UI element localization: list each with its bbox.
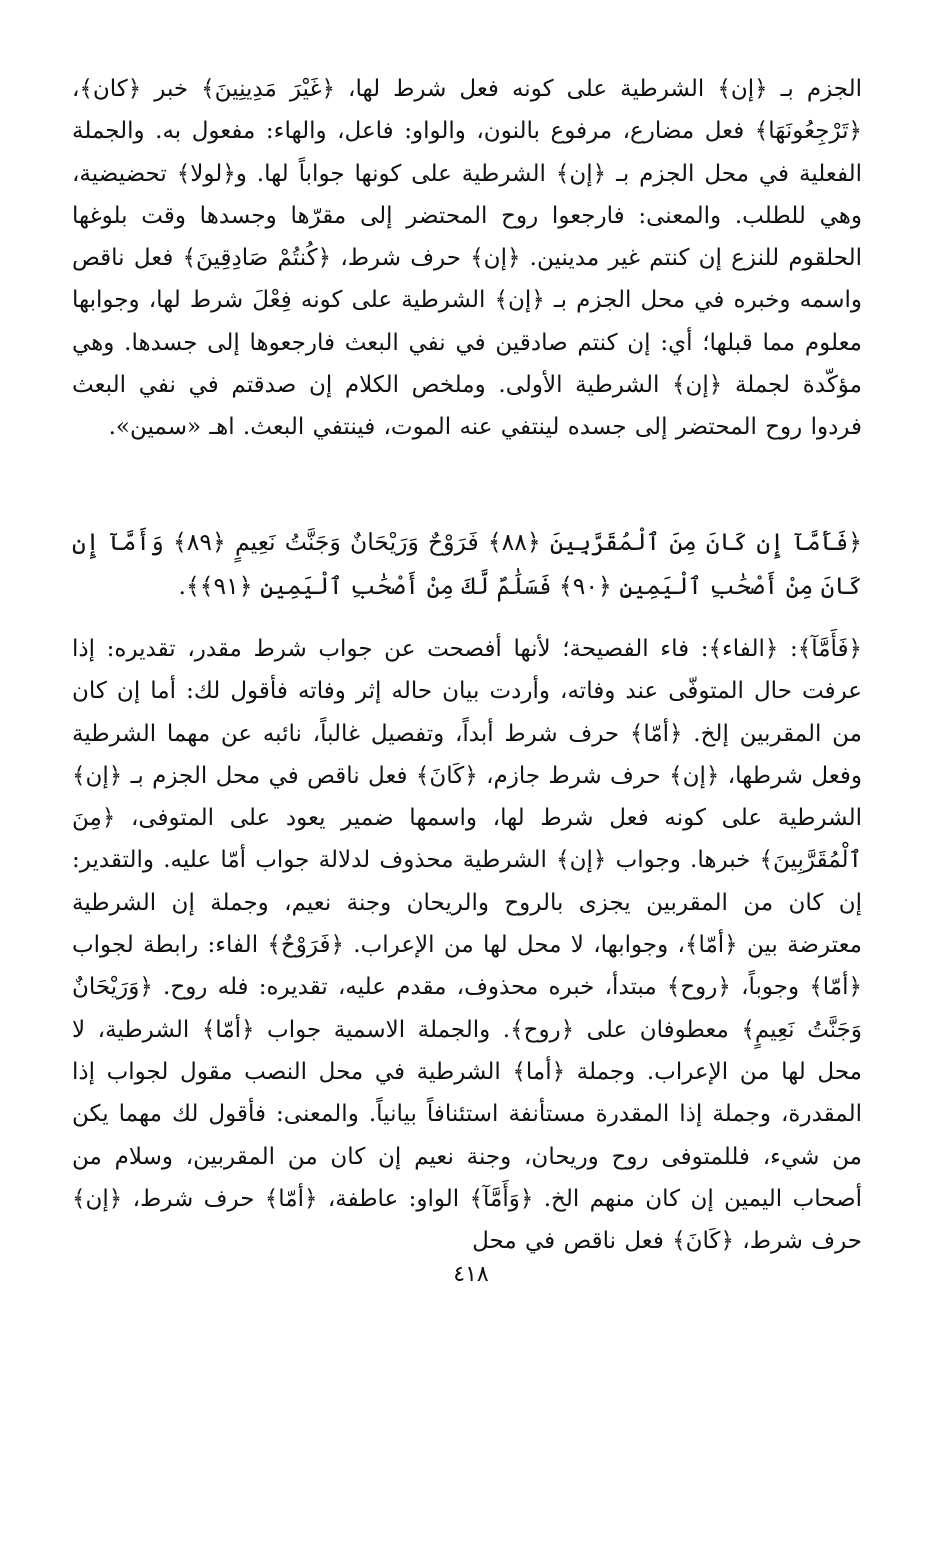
page-number: ٤١٨	[453, 1262, 489, 1287]
quran-verse-block: ﴿فَأَمَّآ إِن كَانَ مِنَ ٱلْمُقَرَّبِينَ ﴿٨٨﴾ فَرَوْحٌ وَرَيْحَانٌ وَجَنَّتُ نَعِيمٍ ﴿٨٩﴾ وَأَمَّآ إِن كَانَ مِنْ أَصْحَٰبِ ٱلْيَمِينِ ﴿٩٠﴾ فَسَلَٰمٌ لَّكَ مِنْ أَصْحَٰبِ ٱلْيَمِينِ ﴿٩١﴾﴾.	[72, 528, 862, 600]
commentary-paragraph-1: الجزم بـ ﴿إن﴾ الشرطية على كونه فعل شرط لها، ﴿غَيْرَ مَدِينِينَ﴾ خبر ﴿كان﴾، ﴿تَرْجِعُونَهَا﴾ فعل مضارع، مرفوع بالنون، والواو: فاعل، والهاء: مفعول به. والجملة الفعلية في محل الجزم بـ ﴿إن﴾ الشرطية على كونها جواباً لها. و﴿لولا﴾ تحضيضية، وهي للطلب. والمعنى: فارجعوا روح المحتضر إلى مقرّها وجسدها وقت بلوغها الحلقوم للنزع إن كنتم غير مدينين. ﴿إن﴾ حرف شرط، ﴿كُنتُمْ صَادِقِينَ﴾ فعل ناقص واسمه وخبره في محل الجزم بـ ﴿إن﴾ الشرطية على كونه فِعْلَ شرط لها، وجوابها معلوم مما قبلها؛ أي: إن كنتم صادقين في نفي البعث فارجعوها إلى جسدها. وهي مؤكّدة لجملة ﴿إن﴾ الشرطية الأولى. وملخص الكلام إن صدقتم في نفي البعث فردوا روح المحتضر إلى جسده لينتفي عنه الموت، فينتفي البعث. اهـ «سمين».	[72, 76, 862, 441]
page-body	[72, 68, 862, 1552]
commentary-paragraph-2: ﴿فَأَمَّآ﴾: ﴿الفاء﴾: فاء الفصيحة؛ لأنها أفصحت عن جواب شرط مقدر، تقديره: إذا عرفت حال المتوفّى عند وفاته، وأردت بيان حاله إثر وفاته فأقول لك: أما إن كان من المقربين إلخ. ﴿أمّا﴾ حرف شرط أبداً، وتفصيل غالباً، نائبه عن مهما الشرطية وفعل شرطها، ﴿إن﴾ حرف شرط جازم، ﴿كَانَ﴾ فعل ناقص في محل الجزم بـ ﴿إن﴾ الشرطية على كونه فعل شرط لها، واسمها ضمير يعود على المتوفى، ﴿مِنَ ٱلْمُقَرَّبِينَ﴾ خبرها. وجواب ﴿إن﴾ الشرطية محذوف لدلالة جواب أمّا عليه. والتقدير: إن كان من المقربين يجزى بالروح والريحان وجنة نعيم، وجملة إن الشرطية معترضة بين ﴿أمّا﴾، وجوابها، لا محل لها من الإعراب. ﴿فَرَوْحٌ﴾ الفاء: رابطة لجواب ﴿أمّا﴾ وجوباً، ﴿روح﴾ مبتدأ، خبره محذوف، مقدم عليه، تقديره: فله روح. ﴿وَرَيْحَانٌ وَجَنَّتُ نَعِيمٍ﴾ معطوفان على ﴿روح﴾. والجملة الاسمية جواب ﴿أمّا﴾ الشرطية، لا محل لها من الإعراب. وجملة ﴿أما﴾ الشرطية في محل النصب مقول لجواب إذا المقدرة، وجملة إذا المقدرة مستأنفة استئنافاً بيانياً. والمعنى: فأقول لك مهما يكن من شيء، فللمتوفى روح وريحان، وجنة نعيم إن كان من المقربين، وسلام من أصحاب اليمين إن كان منهم الخ. ﴿وَأَمَّآ﴾ الواو: عاطفة، ﴿أمّا﴾ حرف شرط، ﴿إن﴾ حرف شرط، ﴿كَانَ﴾ فعل ناقص في محل	[72, 636, 862, 1255]
